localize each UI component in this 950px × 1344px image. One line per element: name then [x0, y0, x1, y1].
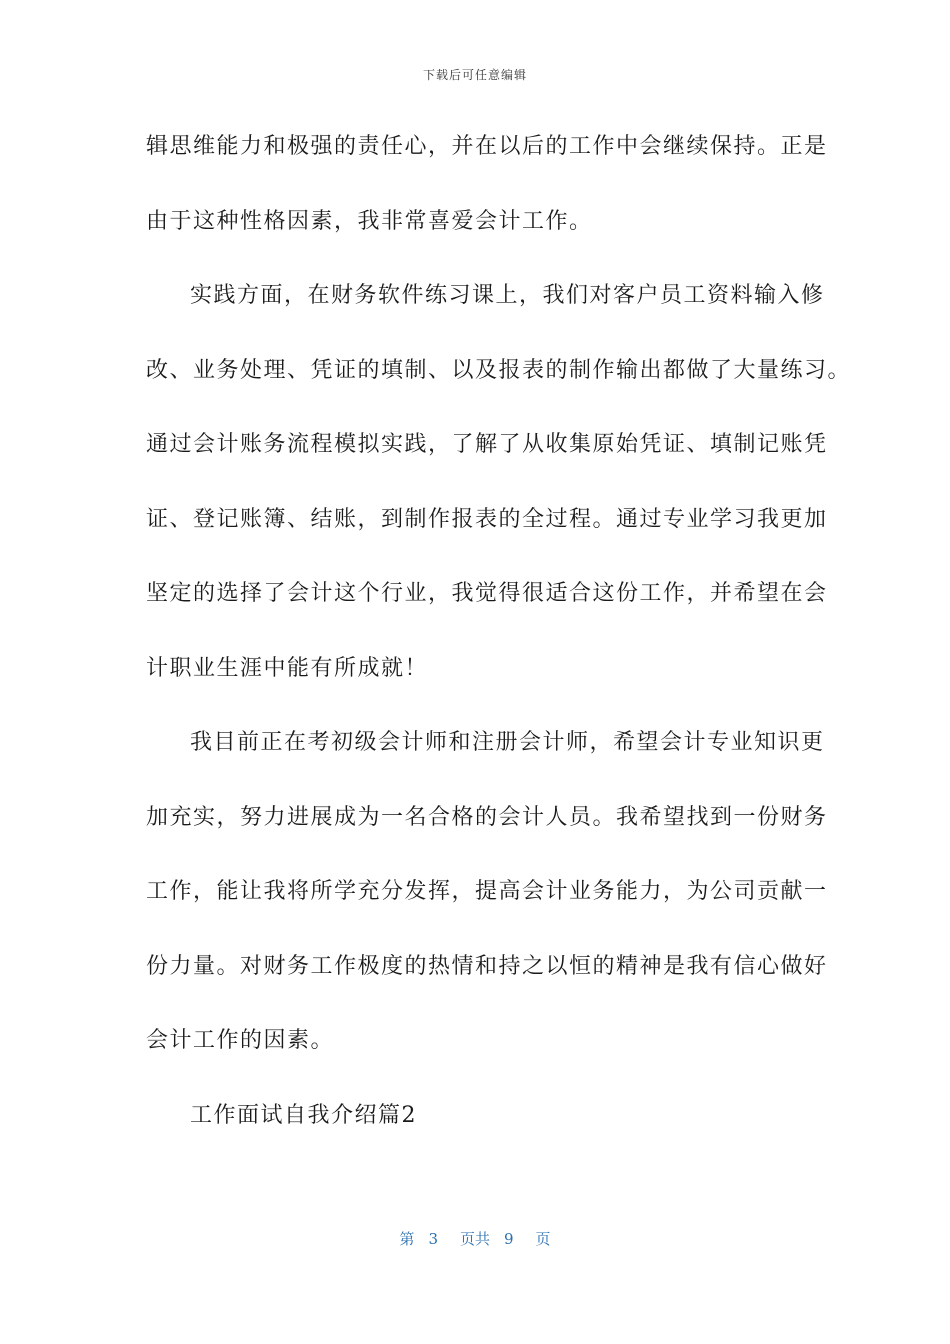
- text-line-3: 实践方面，在财务软件练习课上，我们对客户员工资料输入修: [190, 283, 825, 308]
- document-body: [146, 124, 852, 1167]
- text-line-12: 份力量。对财务工作极度的热情和持之以恒的精神是我有信心做好: [146, 953, 828, 979]
- text-line-6: 证、登记账簿、结账，到制作报表的全过程。通过专业学习我更加: [146, 506, 828, 532]
- footer-prefix: 第: [399, 1230, 415, 1248]
- text-line-7: 坚定的选择了会计这个行业，我觉得很适合这份工作，并希望在会: [146, 581, 828, 606]
- text-line-2: 由于这种性格因素，我非常喜爱会计工作。: [146, 208, 593, 234]
- text-line-13: 会计工作的因素。: [146, 1028, 335, 1053]
- footer-middle: 页共: [459, 1230, 490, 1248]
- total-page-count: 9: [504, 1230, 514, 1248]
- header-note: 下载后可任意编辑: [422, 68, 527, 82]
- section-heading: 工作面试自我介绍篇2: [190, 1102, 417, 1128]
- text-line-8: 计职业生涯中能有所成就！: [146, 655, 429, 681]
- text-line-9: 我目前正在考初级会计师和注册会计师，希望会计专业知识更: [190, 730, 825, 755]
- text-line-5: 通过会计账务流程模拟实践，了解了从收集原始凭证、填制记账凭: [146, 432, 828, 457]
- text-line-4: 改、业务处理、凭证的填制、以及报表的制作输出都做了大量练习。: [146, 357, 852, 383]
- current-page-number: 3: [428, 1230, 438, 1248]
- text-line-11: 工作，能让我将所学充分发挥，提高会计业务能力，为公司贡献一: [146, 879, 828, 904]
- text-line-1: 辑思维能力和极强的责任心，并在以后的工作中会继续保持。正是: [146, 134, 828, 159]
- footer-suffix: 页: [535, 1230, 551, 1248]
- page-footer: [0, 1228, 950, 1249]
- text-line-10: 加充实，努力进展成为一名合格的会计人员。我希望找到一份财务: [146, 804, 828, 830]
